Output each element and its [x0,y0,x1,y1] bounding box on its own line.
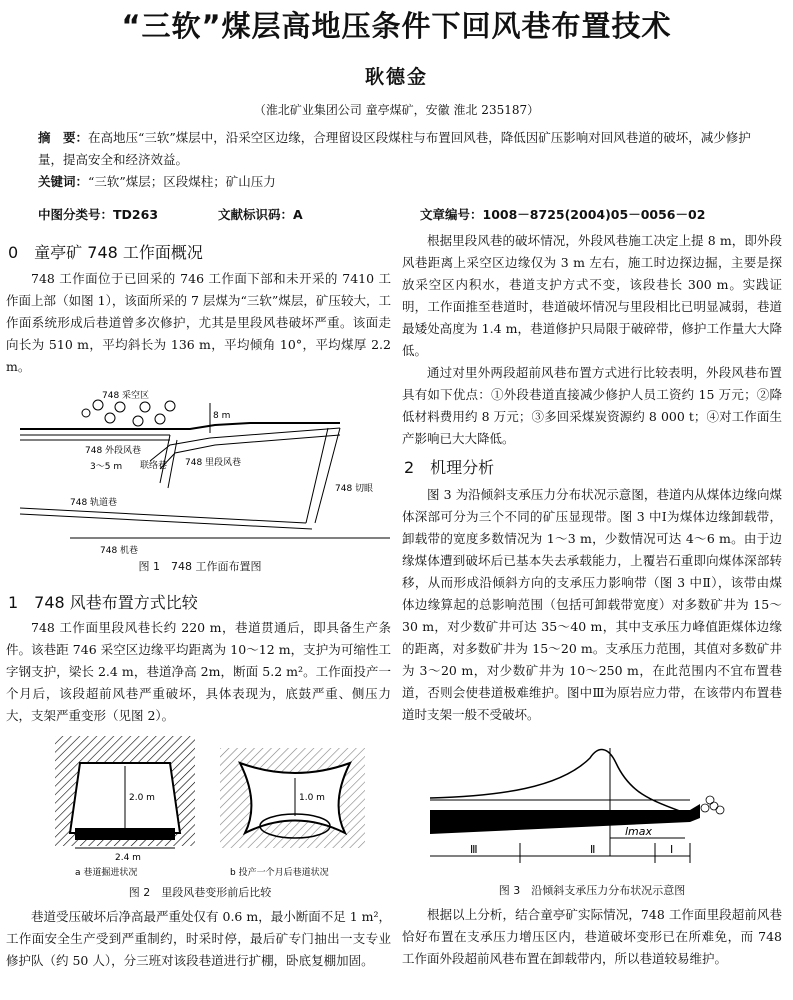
fig2-a-label: a 巷道掘进状况 [75,868,138,878]
figure-1 [10,383,390,573]
section-1-paragraph-2: 巷道受压破坏后净高最严重处仅有 0.6 m，最小断面不足 1 m²，工作面安全生产受到严重制约，时采时停，最后矿专门抽出一支专业修护队（约 50 人），分三班对该段巷道进行扩棚，卧底复棚加固。 [6,909,391,968]
figure-1-caption: 图 1 748 工作面布置图 [138,560,262,573]
fig2-h2: 1.0 m [299,793,325,803]
section-0-heading: 0 童亭矿 748 工作面概况 [8,243,203,262]
fig1-gob: 748 采空区 [102,391,150,401]
fig3-zone-3: Ⅲ [470,843,478,856]
right-paragraph-2: 通过对里外两段超前风巷布置方式进行比较表明，外段风巷布置具有如下优点：①外段巷道直接减少修护人员工资约 15 万元；②降低材料费用约 8 万元；③多回采煤炭资源约 8 000 t；④对工作面生产影响已大大降低。 [402,365,782,446]
fig2-h1: 2.0 m [129,793,155,803]
fig3-zone-2: Ⅱ [590,843,596,856]
fig1-belt: 748 机巷 [100,546,139,556]
article-number: 文章编号：1008－8725(2004)05－0056－02 [420,207,706,222]
section-1-paragraph-1: 748 工作面里段风巷长约 220 m，巷道贯通后，即具备生产条件。该巷距 746 采空区边缘平均距离为 10～12 m，支护为可缩性工字钢支护，梁长 2.4 m，巷道净高 2m，断面 5.2 m²。工作面投产一个月后，该段超前风巷严重破坏，具体表现为，底鼓严重、侧压力大，支架严重变形（见图 2）。 [6,620,391,723]
section-2-paragraph-1: 图 3 为沿倾斜支承压力分布状况示意图，巷道内从煤体边缘向煤体深部可分为三个不同的矿压显现带。图 3 中Ⅰ为煤体边缘卸载带，卸载带的宽度多数情况为 1～3 m，少数情况可达 4～6 m。由于边缘煤体遭到破坏后已基本失去承载能力，上覆岩石重即向煤体深部转移，从而形成沿倾斜方向的支承压力影响带（图 3 中Ⅱ），该带由煤体边缘算起的总影响范围（包括可卸载带宽度）对多数矿井为 15～30 m，对少数矿井可达 35～40 m，其中支承压力峰值距煤体边缘的距离，对多数矿井为 15～20 m。支承压力范围，其值对多数矿井为 3～20 m，对少数矿井为 10～250 m，在此范围内不宜布置巷道，否则会使巷道极难维护。图中Ⅲ为原岩应力带，在该带内布置巷道时支架一般不受破坏。 [402,487,782,722]
section-1-heading: 1 748 风巷布置方式比较 [8,593,198,612]
affiliation: （淮北矿业集团公司 童亭煤矿，安徽 淮北 235187） [253,103,540,117]
fig2-b-label: b 投产一个月后巷道状况 [230,868,329,878]
keywords-label: 关键词： [38,174,89,189]
fig1-haulage: 748 轨道巷 [70,498,118,508]
fig1-pillar: 联络巷 [140,461,168,471]
right-paragraph-1: 根据里段风巷的破坏情况，外段风巷施工决定上提 8 m，即外段风巷距离上采空区边缘仅为 3 m 左右，施工时边探边掘，主要是探放采空区内积水，巷道支护方式不变，该段巷长 300 m。实践证明，工作面推至巷道时，巷道破坏情况与里段相比已明显减弱，巷道最矮处高度为 1.4 m，巷道修护只局限于破碎带，修护工作量大大降低。 [402,233,782,358]
section-0-paragraph: 748 工作面位于已回采的 746 工作面下部和未开采的 7410 工作面上部（如图 1），该面所采的 7 层煤为“三软”煤层，矿压较大，工作面系统形成后巷道曾多次修护，尤其是里段风巷破坏严重。该面走向长为 510 m，平均斜长为 136 m，平均倾角 10°，平均煤厚 2.2 m。 [6,271,391,374]
keywords: “三软”煤层；区段煤柱；矿山压力 [88,174,276,189]
figure-3 [420,738,750,878]
figure-2-caption: 图 2 里段风巷变形前后比较 [128,886,272,899]
fig3-zone-1: Ⅰ [670,843,674,856]
figure-3-caption: 图 3 沿倾斜支承压力分布状况示意图 [498,884,686,897]
fig2-w1: 2.4 m [115,853,141,863]
fig3-lmax: lmax [625,825,653,838]
fig1-dim: 8 m [213,411,231,421]
fig1-outer-airway: 748 外段风巷 [85,446,142,456]
doc-code: 文献标识码：A [218,207,303,222]
section-2-heading: 2 机理分析 [404,458,495,477]
abstract-label: 摘 要： [38,130,89,145]
page-title: “三软”煤层高地压条件下回风巷布置技术 [121,9,672,43]
abstract [38,127,768,193]
fig1-cut: 748 切眼 [335,484,374,494]
fig1-inner-airway: 748 里段风巷 [185,458,242,468]
abstract-text: 在高地压“三软”煤层中，沿采空区边缘，合理留设区段煤柱与布置回风巷，降低因矿压影响对回风巷道的破坏，减少修护量，提高安全和经济效益。 [38,130,751,167]
figure-2 [45,728,375,878]
author: 耿德金 [364,66,428,88]
clc: 中图分类号：TD263 [38,207,159,222]
section-2-paragraph-2: 根据以上分析，结合童亭矿实际情况，748 工作面里段超前风巷恰好布置在支承压力增压区内，巷道破坏变形已在所难免，而 748 工作面外段超前风巷布置在卸载带内，所以巷道较易维护。 [402,907,782,966]
fig1-distance: 3～5 m [90,462,123,472]
